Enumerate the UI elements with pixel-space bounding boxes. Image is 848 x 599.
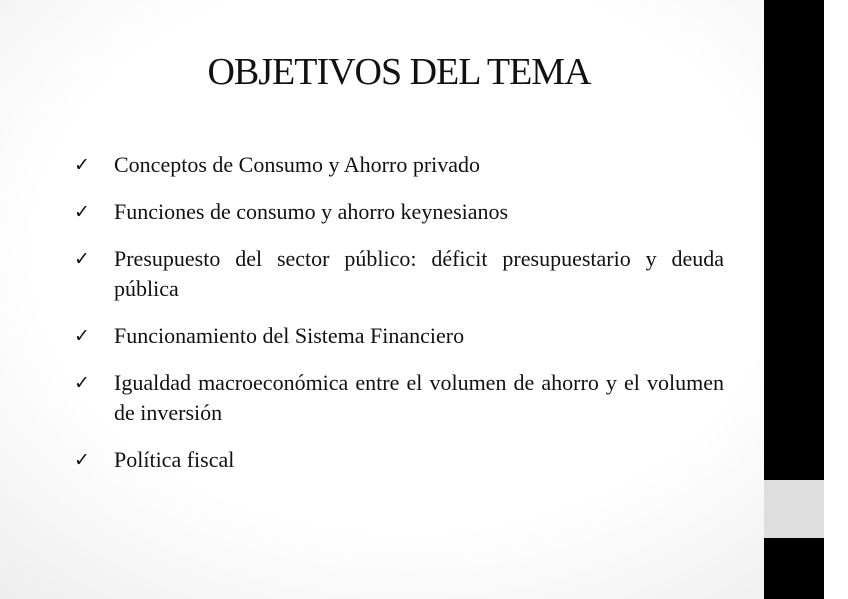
list-item-text: Presupuesto del sector público: déficit presupuestario y deuda pública (114, 246, 724, 301)
list-item (74, 197, 724, 227)
sidebar-bar-top (764, 0, 824, 480)
check-mark-icon: ✓ (74, 154, 90, 176)
objectives-list (74, 150, 724, 492)
check-mark-icon: ✓ (74, 201, 90, 223)
list-item (74, 445, 724, 475)
list-item-text: Política fiscal (114, 447, 235, 472)
check-mark-icon: ✓ (74, 449, 90, 471)
list-item (74, 150, 724, 180)
check-mark-icon: ✓ (74, 372, 90, 394)
list-item (74, 321, 724, 351)
page-edge (824, 0, 848, 599)
list-item (74, 244, 724, 304)
list-item-text: Igualdad macroeconómica entre el volumen de ahorro y el volumen de inversión (114, 370, 724, 425)
slide-title: OBJETIVOS DEL TEMA (207, 51, 591, 93)
list-item-text: Funciones de consumo y ahorro keynesianos (114, 199, 509, 224)
sidebar-bar-gap (764, 480, 824, 538)
sidebar-bar-bottom (764, 538, 824, 599)
list-item (74, 368, 724, 428)
check-mark-icon: ✓ (74, 248, 90, 270)
list-item-text: Funcionamiento del Sistema Financiero (114, 323, 465, 348)
check-mark-icon: ✓ (74, 325, 90, 347)
list-item-text: Conceptos de Consumo y Ahorro privado (114, 152, 481, 177)
